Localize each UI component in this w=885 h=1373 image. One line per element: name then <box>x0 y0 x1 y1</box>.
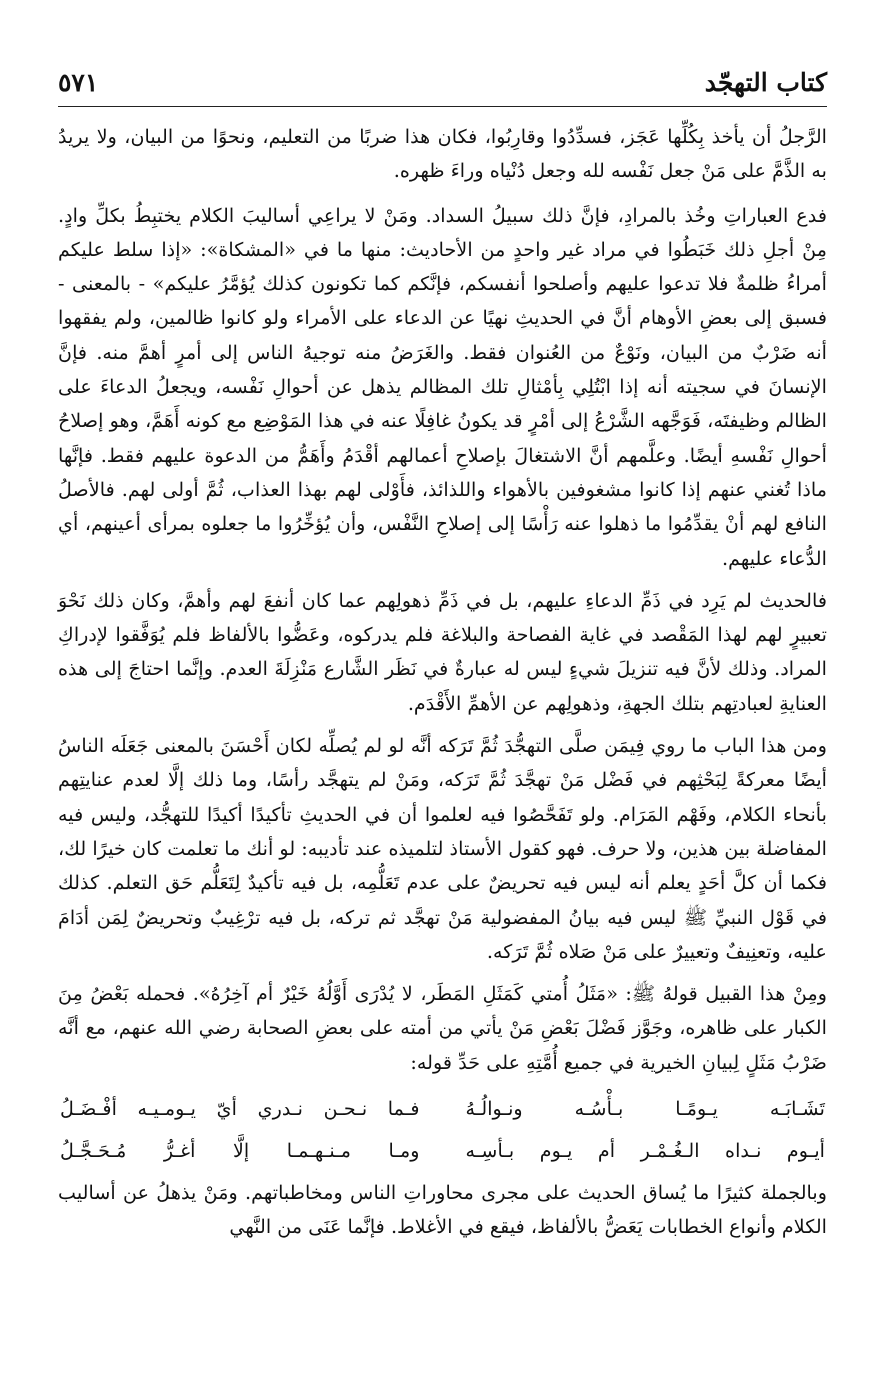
hemistich-second: فـما نـحـن نـدري أيّ يـومـيـه أفْـضَـلُ <box>60 1097 420 1121</box>
poem-verse <box>58 1130 827 1172</box>
hemistich-second: ومـا مـنـهـمـا إلَّا أغـرُّ مُـحَـجَّـلُ <box>60 1139 420 1163</box>
paragraph-hadith-meaning: فالحديث لم يَرِد في ذَمِّ الدعاءِ عليهم، بل في ذَمِّ ذهولِهم عما كان أنفعَ لهم وأهمَّ، وكان ذلك نَحْوَ تعبيرٍ لهم لهذا المَقْصد في غاية الفصاحة والبلاغة فلم يدركوه، وعَضُّوا بالألفاظ فلم يُوَفَّقوا لإدراكِ المراد. وذلك لأنَّ فيه تنزيلَ شيءٍ ليس له عبارةٌ في نَظَر الشَّارع مَنْزِلَةَ العدم. وإنَّما احتاجَ إلى هذه العنايةِ لعبادتِهم بتلك الجهةِ، وذهولِهم عن الأهمِّ الأَقْدَم. <box>58 588 827 715</box>
paragraph-phrases: فدع العباراتِ وخُذ بالمرادِ، فإنَّ ذلك سبيلُ السداد. ومَنْ لا يراعِي أساليبَ الكلام يختبِطُ بكلِّ وادٍ. مِنْ أجلِ ذلك خَبَطُوا في مراد غير واحدٍ من الأحاديث: منها ما في «المشكاة»: «إذا سلط عليكم أمراءُ ظلمةٌ فلا تدعوا عليهم وأصلحوا أنفسكم، فإنَّكم كما تكونون كذلك يُؤمَّرُ عليكم» - بالمعنى - فسبق إلى بعضِ الأوهام أنَّ في الحديثِ نهيًا عن الدعاء على الأمراء ولو كانوا ظالمين، ولم يفقهوا أنه ضَرْبٌ من البيان، ونَوْعٌ من العُنوان فقط. والغَرَضُ منه توجيهُ الناس إلى أمرٍ أهمَّ منه. فإنَّ الإنسانَ في سجيته أنه إذا ابْتُلِي بِأمْثالِ تلك المظالم يذهل عن أحوالِ نَفْسه، ويجعلُ الدعاءَ على الظالم وظيفتَه، فَوَجَّهه الشَّرْعُ إلى أمْرٍ قد يكونُ غافِلًا عنه في هذا المَوْضِع مع كونه أَهَمَّ، وهو إصلاحُ أحوالِ نَفْسهِ أيضًا. وعلَّمهم أنَّ الاشتغالَ بإصلاحِ أعمالهم أقْدَمُ وأَهَمُّ من الدعوة عليهم فقط. فإنَّها ماذا تُغني عنهم إذا كانوا مشغوفين بالأهواء واللذائذ، فأَوْلى لهم بهذا العذاب، ثُمَّ أولى لهم. فالأصلُ النافع لهم أنْ يقدِّمُوا ما ذهلوا عنه رَأْسًا إلى إصلاحِ النَّفْس، وأن يُؤخِّرُوا ما جعلوه بمرأى أعينهم، أي الدُّعاء عليهم. <box>58 203 827 570</box>
paragraph-tahajjud: ومن هذا الباب ما روي فِيمَن صلَّى التهجُّدَ ثُمَّ تَرَكه أنَّه لو لم يُصلِّه لكان أَحْسَنَ بالمعنى جَعَلَه الناسُ أيضًا معركةً لِبَحْثِهم في فَضْل مَنْ تهجَّدَ ثُمَّ تَرَكه، ومَنْ لم يتهجَّد رأسًا، وما ذلك إلَّا لعدم عنايتِهم بأنحاء الكلام، وفَهْم المَرَام. ولو تَفَحَّصُوا فيه لعلموا أن في الحديثِ تأكيدًا أكيدًا للتهجُّد، وليس فيه المفاضلة بين هذين، ولا حرف. فهو كقول الأستاذ لتلميذه عند تأديبه: لو أنك ما تعلمت كان خيرًا لك، فكما أن كلَّ أحَدٍ يعلم أنه ليس فيه تحريضٌ على عدم تَعَلُّمِه، بل فيه تأكيدٌ لِتَعَلُّم حَق التعلم. كذلك في قَوْل النبيِّ ﷺ ليس فيه بيانُ المفضولية مَنْ تهجَّد ثم تركه، بل فيه ترْغِيبٌ وتحريضٌ لِمَن أدَامَ عليه، وتعنِيفٌ وتعييرٌ على مَنْ صَلاه ثُمَّ تَرَكه. <box>58 734 827 963</box>
running-header <box>58 62 827 107</box>
poem-verse <box>58 1088 827 1130</box>
hemistich-first: أيـوم نـداه الـغُـمْـر أم يـوم بـأسِـه <box>465 1139 825 1163</box>
paragraph-rain-hadith: ومِنْ هذا القبيل قولهُ ﷺ: «مَثَلُ أُمتي كَمَثَلِ المَطَر، لا يُدْرَى أَوَّلُهُ خَيْرٌ أم آخِرُهُ». فحمله بَعْضُ مِنَ الكبار على ظاهره، وجَوَّز فَضْلَ بَعْضِ مَنْ يأتي من أمته على بعضِ الصحابة رضي الله عنهم، مع أنَّه ضَرْبُ مَثَلٍ لِبيانِ الخيرية في جميع أُمَّتِهِ على حَدِّ قوله: <box>58 982 827 1074</box>
page-number: ٥٧١ <box>58 68 99 97</box>
paragraph-closing: وبالجملة كثيرًا ما يُساق الحديث على مجرى محاوراتِ الناس ومخاطباتهم. ومَنْ يذهلُ عن أساليب الكلام وأنواع الخطابات يَعَضُّ بالألفاظ، فيقع في الأغلاط. فإنَّما عَنَى من النَّهي <box>58 1181 827 1239</box>
paragraph-continuation: الرَّجلُ أن يأخذ بِكُلِّها عَجَز، فسدِّدُوا وقارِبُوا، فكان هذا ضربًا من التعليم، ونحوًا من البيان، ولا يريدُ به الذَّمَّ على مَنْ جعل نَفْسه لله وجعل دُنْياه وراءَ ظهره. <box>58 125 827 183</box>
body-text <box>58 120 827 1253</box>
poem <box>58 1088 827 1172</box>
chapter-title: كتاب التهجّد <box>704 68 827 97</box>
hemistich-first: تَشَـابَـه يـومًـا بـأْسُـه ونـوالُـهُ <box>465 1097 825 1121</box>
